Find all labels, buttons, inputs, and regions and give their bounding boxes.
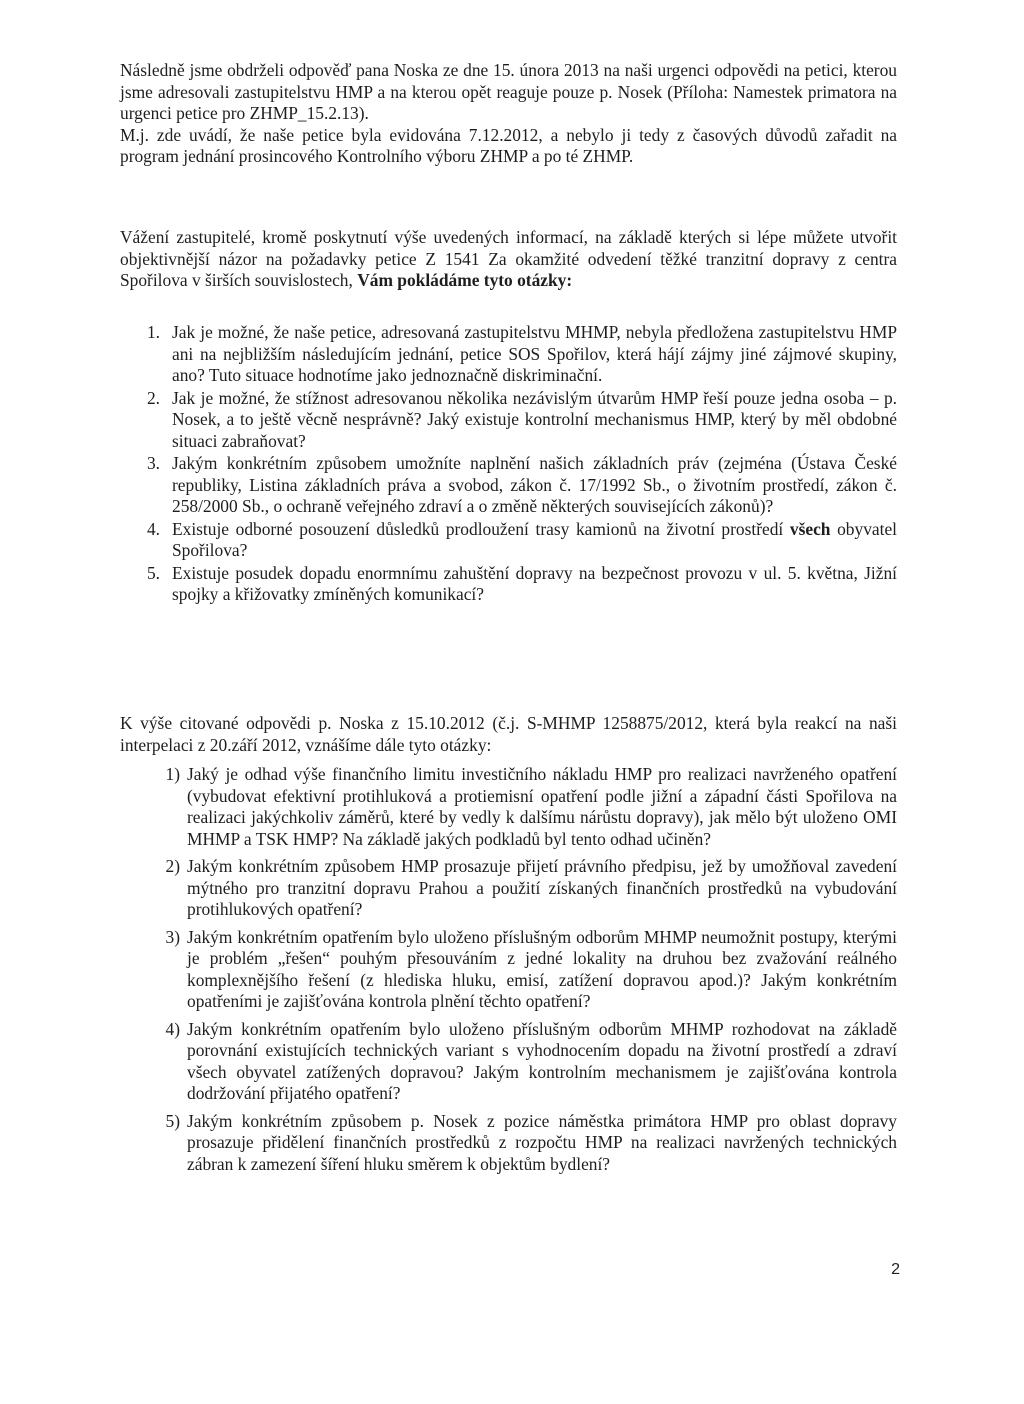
item-text: Jak je možné, že naše petice, adresovaná zastupitelstvu MHMP, nebyla předložena zastupitelstvu HMP ani na nejbližším následujícím jednání, petice SOS Spořilov, která hájí zájmy jiné zájmové skupiny, ano? Tuto situace hodnotíme jako jednoznačně diskriminační. xyxy=(172,322,897,385)
intro-text-2: M.j. zde uvádí, že naše petice byla evidována 7.12.2012, a nebylo ji tedy z časových důvodů zařadit na program jednání prosincového Kontrolního výboru ZHMP a po té ZHMP. xyxy=(120,124,897,166)
list-item xyxy=(120,563,897,606)
item-text: Jakým konkrétním způsobem umožníte naplnění našich základních práv (zejména (Ústava České republiky, Listina základních práva a svobod, zákon č. 17/1992 Sb., o životním prostředí, zákon č. 258/2000 Sb., o ochraně veřejného zdraví a o změně některých souvisejících zákonů)? xyxy=(172,453,897,516)
page-number: 2 xyxy=(891,1261,900,1278)
item-number: 5. xyxy=(146,562,160,583)
list-item xyxy=(120,856,897,921)
intro-text-1: Následně jsme obdrželi odpověď pana Noska ze dne 15. února 2013 na naši urgenci odpovědi na petici, kterou jsme adresovali zastupitelstvu HMP a na kterou opět reaguje pouze p. Nosek (Příloha: Namestek primatora na urgenci petice pro ZHMP_15.2.13). xyxy=(120,60,897,123)
item-text: Jakým konkrétním způsobem HMP prosazuje přijetí právního předpisu, jež by umožňoval zavedení mýtného pro tranzitní dopravu Prahou a použití získaných finančních prostředků na vybudování protihlukových opatření? xyxy=(187,856,897,919)
item-number: 1. xyxy=(146,322,160,342)
item-number: 1) xyxy=(165,764,180,784)
list-item xyxy=(120,764,897,850)
list-item xyxy=(120,453,897,518)
item-number: 3) xyxy=(165,926,180,947)
item-bold-text: všech xyxy=(789,518,831,539)
list-item xyxy=(120,388,897,453)
address-paragraph xyxy=(120,227,897,292)
list-item xyxy=(120,322,897,387)
item-text: Existuje odborné posouzení důsledků prodloužení trasy kamionů na životní prostředí xyxy=(172,518,784,539)
address-text: Vážení zastupitelé, kromě poskytnutí výše uvedených informací, na základě kterých si lépe můžete utvořit objektivnější názor na požadavky petice Z 1541 Za okamžité odvedení těžké tranzitní dopravy z centra Spořilova v širších souvislostech, xyxy=(120,227,897,290)
item-text: Existuje posudek dopadu enormnímu zahuštění dopravy na bezpečnost provozu v ul. 5. května, Jižní spojky a křižovatky zmíněných komunikací? xyxy=(172,562,897,604)
item-number: 2. xyxy=(146,387,160,408)
list-item xyxy=(120,927,897,1013)
list-item xyxy=(120,519,897,562)
item-number: 2) xyxy=(165,856,180,876)
list-item xyxy=(120,1019,897,1105)
item-text: Jakým konkrétním opatřením bylo uloženo příslušným odborům MHMP rozhodovat na základě porovnání existujících technických variant s vyhodnocením dopadu na životní prostředí a zdraví všech obyvatel zatížených dopravou? Jakým kontrolním mechanismem je zajišťována kontrola dodržování přijatého opatření? xyxy=(187,1018,897,1103)
address-bold-text: Vám pokládáme tyto otázky: xyxy=(357,270,573,290)
item-text: Jakým konkrétním opatřením bylo uloženo příslušným odborům MHMP neumožnit postupy, kterými je problém „řešen“ pouhým přesouváním z jedné lokality na druhou bez zvažování reálného komplexnějšího řešení (z hlediska hluku, emisí, zatížení dopravou apod.)? Jakým konkrétním opatřeními je zajišťována kontrola plnění těchto opatření? xyxy=(187,926,897,1011)
question-list-2 xyxy=(120,764,897,1181)
list-item xyxy=(120,1111,897,1176)
item-text: Jaký je odhad výše finančního limitu investičního nákladu HMP pro realizaci navrženého opatření (vybudovat efektivní protihluková a protiemisní opatření podle jižní a západní části Spořilova na realizaci jakýchkoliv záměrů, které by vedly k dalšímu nárůstu dopravy), jak mělo být uloženo OMI MHMP a TSK HMP? Na základě jakých podkladů byl tento odhad učiněn? xyxy=(187,764,897,849)
item-text: Jakým konkrétním způsobem p. Nosek z pozice náměstka primátora HMP pro oblast dopravy prosazuje přidělení finančních prostředků z rozpočtu HMP na realizaci navržených technických zábran k zamezení šíření hluku směrem k objektům bydlení? xyxy=(187,1110,897,1174)
intro-paragraph xyxy=(120,60,897,168)
item-number: 3. xyxy=(146,453,160,473)
item-number: 5) xyxy=(165,1110,180,1131)
item-text: Jak je možné, že stížnost adresovanou několika nezávislým útvarům HMP řeší pouze jedna osoba – p. Nosek, a to ještě věcně nesprávně? Jaký existuje kontrolní mechanismus HMP, který by měl obdobné situaci zabraňovat? xyxy=(172,387,897,451)
item-number: 4. xyxy=(146,518,160,539)
followup-paragraph xyxy=(120,713,897,756)
followup-text: K výše citované odpovědi p. Noska z 15.10.2012 (č.j. S-MHMP 1258875/2012, která byla reakcí na naši interpelaci z 20.září 2012, vznášíme dále tyto otázky: xyxy=(120,713,897,755)
question-list-1 xyxy=(120,322,897,607)
item-number: 4) xyxy=(165,1018,180,1039)
item-text: obyvatel Spořilova? xyxy=(172,518,897,560)
